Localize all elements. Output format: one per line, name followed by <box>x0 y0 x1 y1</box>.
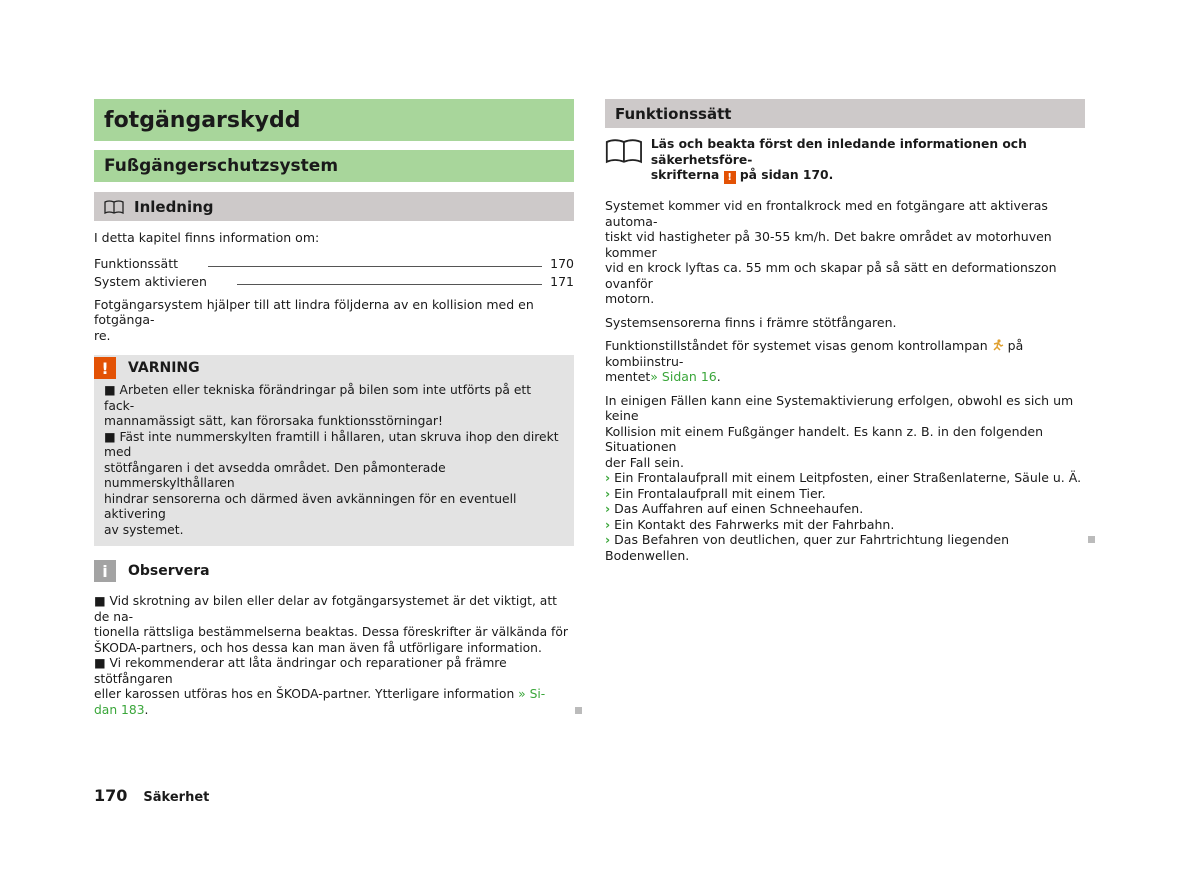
text-line: ŠKODA-partners, och hos dessa kan man även få utförligare information. <box>94 640 542 655</box>
text-line: Läs och beakta först den inledande informationen och säkerhetsföre- <box>650 137 1027 167</box>
toc-entry-label: System aktivieren <box>94 273 207 289</box>
text-line: Systemet kommer vid en frontalkrock med en fotgängare att aktiveras automa- <box>605 198 1048 229</box>
book-icon <box>605 137 643 165</box>
section-heading-function-text: Funktionssätt <box>615 104 732 123</box>
read-first-text <box>651 137 1085 184</box>
chevron-right-icon: › <box>605 470 611 485</box>
text-line: av systemet. <box>104 522 184 537</box>
toc-entry[interactable] <box>94 271 574 289</box>
text-line: tiskt vid hastigheter på 30-55 km/h. Det bakre området av motorhuven kommer <box>605 229 1052 260</box>
toc-leader <box>208 266 542 267</box>
text-line <box>94 687 574 703</box>
section-heading-function <box>605 99 1085 128</box>
text-line: mannamässigt sätt, kan förorsaka funktionsstörningar! <box>104 414 443 428</box>
note-box <box>94 558 574 718</box>
list-item <box>605 532 1085 563</box>
section-heading-intro <box>94 192 574 221</box>
text-line: re. <box>94 327 111 343</box>
text-line: Kollision mit einem Fußgänger handelt. Es kann z. B. in den folgenden Situationen <box>605 423 1044 454</box>
list-item <box>605 517 1085 533</box>
page-reference-link[interactable]: » Si- <box>518 687 546 701</box>
warning-icon: ! <box>724 171 736 184</box>
text-line <box>651 168 1085 184</box>
text-line: vid en krock lyftas ca. 55 mm och skapar på så sätt en deformationszon ovanför <box>605 260 1057 291</box>
chapter-subtitle <box>94 150 574 182</box>
warning-body <box>104 383 564 538</box>
toc-entry-page: 171 <box>550 273 574 289</box>
table-of-contents <box>94 253 574 289</box>
section-heading-intro-text: Inledning <box>134 197 214 216</box>
warning-box <box>94 355 574 546</box>
text-line: ■ Arbeten eller tekniska förändringar på bilen som inte utförts på ett fack- <box>104 383 532 413</box>
pedestrian-lamp-icon <box>992 339 1004 351</box>
end-mark-icon <box>575 707 582 714</box>
text-segment: . <box>716 369 721 384</box>
list-item-text: Das Auffahren auf einen Schneehaufen. <box>614 501 864 516</box>
text-line: ■ Vi rekommenderar att låta ändringar och reparationer på främre stötfångaren <box>94 656 507 686</box>
list-item-text: Ein Frontalaufprall mit einem Leitpfosten, einer Straßenlaterne, Säule u. Ä. <box>614 470 1082 485</box>
text-line: motorn. <box>605 291 655 306</box>
text-line: ■ Fäst inte nummerskylten framtill i hållaren, utan skruva ihop den direkt med <box>104 429 559 459</box>
page-footer <box>94 786 209 805</box>
warning-title: VARNING <box>128 360 200 376</box>
text-segment: Funktionstillståndet för systemet visas genom kontrollampan <box>605 338 992 353</box>
text-line: Systemsensorerna finns i främre stötfångaren. <box>605 314 897 330</box>
text-line: stötfångaren i det avsedda området. Den påmonterade nummerskylthållaren <box>104 460 446 490</box>
page-reference-link[interactable]: dan 183 <box>94 702 145 717</box>
text-segment: mentet <box>605 369 651 384</box>
paragraph <box>605 393 1085 564</box>
text-segment: skrifterna <box>650 168 720 182</box>
list-item <box>605 501 1085 517</box>
list-item <box>605 486 1085 502</box>
text-line: In einigen Fällen kann eine Systemaktivierung erfolgen, obwohl es sich um keine <box>605 392 1074 423</box>
warning-icon: ! <box>94 357 116 379</box>
toc-entry[interactable] <box>94 253 574 271</box>
text-segment: på kombiinstru- <box>605 338 1024 369</box>
info-icon: i <box>94 560 116 582</box>
book-icon <box>104 200 124 214</box>
chevron-right-icon: › <box>605 501 611 516</box>
note-body <box>94 594 574 718</box>
text-segment: på sidan 170. <box>735 168 834 182</box>
toc-leader <box>237 284 542 285</box>
toc-entry-page: 170 <box>550 255 574 271</box>
right-column <box>605 99 1085 563</box>
text-line <box>605 338 1085 369</box>
text-segment: eller karossen utföras hos en ŠKODA-partner. Ytterligare information <box>94 687 519 701</box>
end-mark-icon <box>1088 536 1095 543</box>
list-item-text: Ein Kontakt des Fahrwerks mit der Fahrbahn. <box>614 516 895 532</box>
chevron-right-icon: › <box>605 485 611 501</box>
list-item <box>605 470 1085 486</box>
toc-entry-label: Funktionssätt <box>94 255 179 271</box>
text-line: tionella rättsliga bestämmelserna beaktas. Dessa föreskrifter är välkända för <box>94 625 568 639</box>
intro-paragraph <box>94 297 574 344</box>
chapter-title-text: fotgängarskydd <box>104 107 301 133</box>
list-item-text: Ein Frontalaufprall mit einem Tier. <box>614 485 826 501</box>
text-line: hindrar sensorerna och därmed även avkänningen för en eventuell aktivering <box>104 491 517 521</box>
chevron-right-icon: › <box>605 532 611 547</box>
read-first-notice <box>605 137 1085 184</box>
text-line: der Fall sein. <box>605 454 684 470</box>
intro-text: I detta kapitel finns information om: <box>94 230 320 245</box>
situation-list <box>605 470 1085 563</box>
paragraph <box>605 338 1085 385</box>
text-segment: . <box>144 702 149 717</box>
chapter-title <box>94 99 574 141</box>
text-line: ■ Vid skrotning av bilen eller delar av fotgängarsystemet är det viktigt, att de na- <box>94 594 557 624</box>
paragraph <box>605 315 1085 331</box>
warning-header <box>101 355 564 381</box>
chapter-subtitle-text: Fußgängerschutzsystem <box>104 156 339 176</box>
list-item-text: Das Befahren von deutlichen, quer zur Fahrtrichtung liegenden Bodenwellen. <box>605 532 1010 563</box>
footer-section-label: Säkerhet <box>143 790 210 805</box>
text-line <box>94 703 574 719</box>
note-header <box>94 558 574 584</box>
chevron-right-icon: › <box>605 516 611 532</box>
page-reference-link[interactable]: » Sidan 16 <box>650 369 717 384</box>
left-column <box>94 99 574 718</box>
text-line <box>605 369 1085 385</box>
page-number: 170 <box>94 786 128 805</box>
text-line: Fotgängarsystem hjälper till att lindra följderna av en kollision med en fotgänga- <box>94 296 534 327</box>
paragraph <box>605 198 1085 307</box>
note-title: Observera <box>128 563 210 579</box>
